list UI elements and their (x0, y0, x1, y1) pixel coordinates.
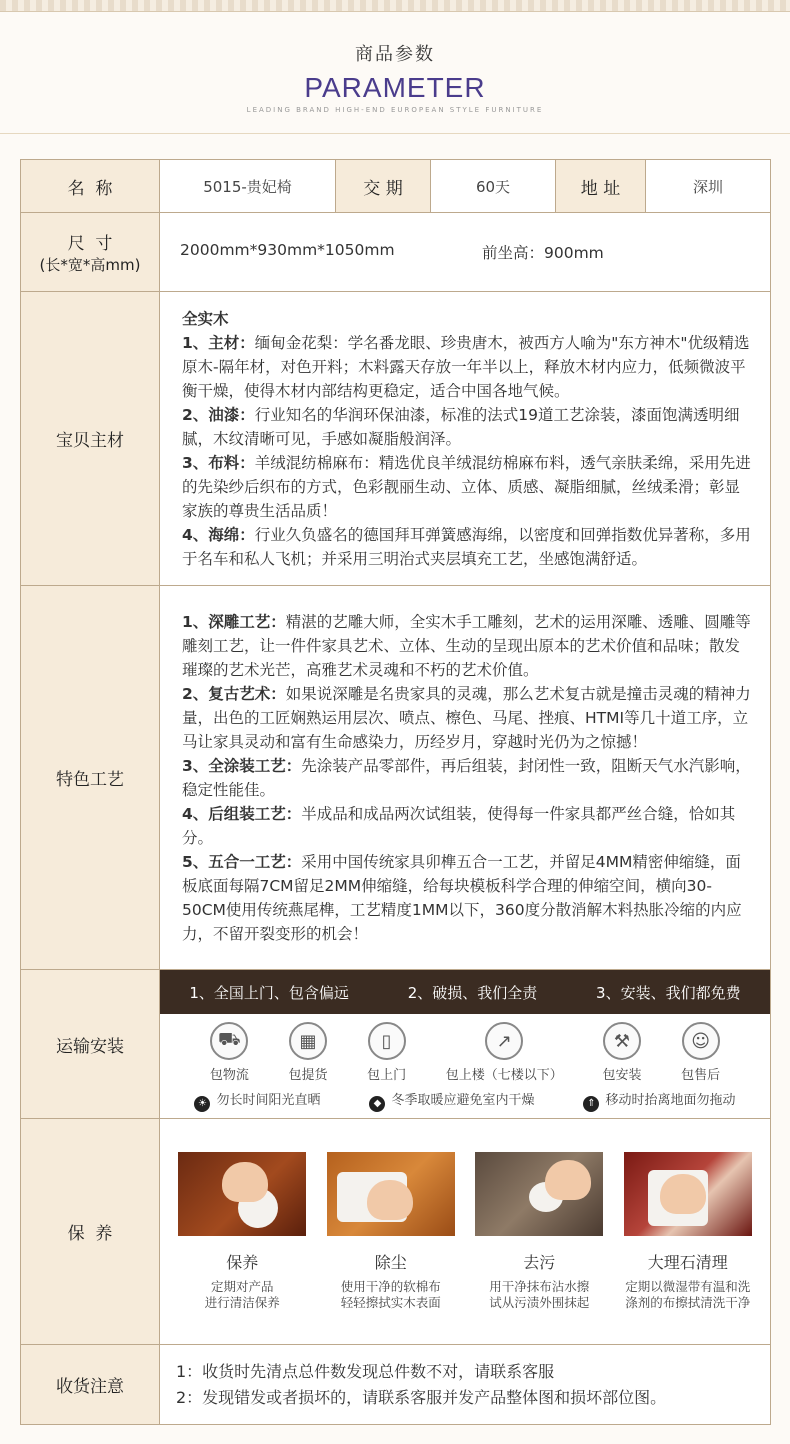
row-receipt (21, 1345, 771, 1425)
care-photo (178, 1152, 306, 1236)
note-heating: ◆ 冬季取暖应避免室内干燥 (369, 1089, 534, 1112)
materials-label: 宝贝主材 (21, 292, 160, 586)
lift-icon: ⇑ (583, 1096, 599, 1112)
drop-icon: ◆ (369, 1096, 385, 1112)
size-label (21, 213, 160, 292)
shipping-promise: 2、破损、我们全责 (407, 983, 538, 1002)
address-value: 深圳 (646, 160, 771, 213)
service-pickup: ▦ 包提货 (288, 1022, 327, 1083)
receipt-label: 收货注意 (21, 1345, 160, 1425)
sun-icon: ☀ (194, 1096, 210, 1112)
row-size (21, 213, 771, 292)
size-label-line1: 尺 寸 (67, 234, 113, 254)
craft-item: 3、全涂装工艺：先涂装产品零部件，再后组装，封闭性一致，阻断天气水汽影响，稳定性能佳。 (182, 756, 751, 799)
care-content (160, 1119, 771, 1345)
materials-item: 3、布料：羊绒混纺棉麻布：精选优良羊绒混纺棉麻布料，透气亲肤柔绵，采用先进的先染纱后织布的方式，色彩靓丽生动、立体、质感、凝脂细腻，丝绒柔滑；彰显家族的尊贵生活品质！ (182, 453, 751, 520)
truck-icon: ⛟ (210, 1022, 248, 1060)
note-moving: ⇑ 移动时抬离地面勿拖动 (583, 1089, 735, 1112)
receipt-content (160, 1345, 771, 1425)
shipping-promise: 3、安装、我们都免费 (596, 983, 741, 1002)
row-basic (21, 160, 771, 213)
header-title-en: PARAMETER (304, 72, 486, 103)
craft-item: 4、后组装工艺：半成品和成品两次试组装，使得每一件家具都严丝合缝，恰如其分。 (182, 804, 736, 847)
header-title-cn: 商品参数 (355, 44, 435, 65)
door-icon: ▯ (368, 1022, 406, 1060)
care-item: 大理石清理 定期以微湿带有温和洗 涤剂的布擦拭清洗干净 (623, 1152, 753, 1311)
shipping-content (160, 970, 771, 1119)
section-header (0, 40, 790, 114)
size-dimensions: 2000mm*930mm*1050mm (180, 241, 395, 259)
craft-item: 5、五合一工艺：采用中国传统家具卯榫五合一工艺，并留足4MM精密伸缩缝，面板底面每隔7CM留足2MM伸缩缝，给每块模板科学合理的伸缩空间，横向30-50CM使用传统燕尾榫，工艺精度1MM以下，360度分散消解木料热胀冷缩的内应力，不留开裂变形的机会！ (182, 852, 742, 943)
row-care (21, 1119, 771, 1345)
service-aftersale: ☺ 包售后 (681, 1022, 720, 1083)
parameter-table (20, 159, 771, 1425)
craft-content (160, 586, 771, 970)
top-decorative-border (0, 0, 790, 12)
service-logistics: ⛟ 包物流 (210, 1022, 249, 1083)
delivery-value: 60天 (431, 160, 556, 213)
craft-item: 1、深雕工艺：精湛的艺雕大师，全实木手工雕刻，艺术的运用深雕、透雕、圆雕等雕刻工艺，让一件件家具艺术、立体、生动的呈现出原本的艺术价值和品味；散发璀璨的艺术光芒，高雅艺术灵魂和不朽的艺术价值。 (182, 612, 751, 679)
care-item: 去污 用干净抹布沾水擦 试从污渍外围抹起 (474, 1152, 604, 1311)
materials-item: 2、油漆：行业知名的华润环保油漆，标准的法式19道工艺涂装，漆面饱满透明细腻，木纹清晰可见，手感如凝脂般润泽。 (182, 405, 740, 448)
shipping-label: 运输安装 (21, 970, 160, 1119)
craft-item: 2、复古艺术：如果说深雕是名贵家具的灵魂，那么艺术复古就是撞击灵魂的精神力量，出色的工匠娴熟运用层次、喷点、檫色、马尾、挫痕、HTMI等几十道工序，立马让家具灵动和富有生命感染力，历经岁月，穿越时光仍为之惊撼！ (182, 684, 751, 751)
materials-item: 1、主材：缅甸金花梨：学名番龙眼、珍贵唐木，被西方人喻为"东方神木"优级精选原木-隔年材，对色开料；木料露天存放一年半以上，释放木材内应力，低频微波平衡干燥，使得木材内部结构更稳定，适合中国各地气候。 (182, 333, 750, 400)
service-icon: ☺ (682, 1022, 720, 1060)
care-label: 保 养 (21, 1119, 160, 1345)
stairs-icon: ↗ (485, 1022, 523, 1060)
note-sun: ☀ 勿长时间阳光直晒 (194, 1089, 320, 1112)
size-seat-height: 前坐高：900mm (482, 244, 604, 262)
install-icon: ⚒ (603, 1022, 641, 1060)
address-label: 地 址 (556, 160, 646, 213)
care-photo (624, 1152, 752, 1236)
size-content (160, 213, 771, 292)
shipping-icons (160, 1014, 770, 1083)
name-label: 名 称 (21, 160, 160, 213)
row-materials (21, 292, 771, 586)
care-photo (327, 1152, 455, 1236)
materials-content (160, 292, 771, 586)
row-shipping (21, 970, 771, 1119)
size-label-line2: (长*宽*高mm) (39, 256, 141, 274)
shipping-promise-bar (160, 970, 770, 1014)
materials-item: 4、海绵：行业久负盛名的德国拜耳弹簧感海绵，以密度和回弹指数优异著称，多用于名车和私人飞机；并采用三明治式夹层填充工艺，坐感饱满舒适。 (182, 525, 751, 568)
name-value: 5015-贵妃椅 (160, 160, 336, 213)
delivery-label: 交 期 (336, 160, 431, 213)
header-subtitle: LEADING BRAND HIGH-END EUROPEAN STYLE FURNITURE (246, 106, 544, 114)
receipt-line: 1：收货时先清点总件数发现总件数不对，请联系客服 (176, 1361, 555, 1381)
care-item: 保养 定期对产品 进行清洁保养 (177, 1152, 307, 1311)
craft-label: 特色工艺 (21, 586, 160, 970)
care-item: 除尘 使用干净的软棉布 轻轻擦拭实木表面 (326, 1152, 456, 1311)
row-craft (21, 586, 771, 970)
shipping-notes (160, 1083, 770, 1118)
warehouse-icon: ▦ (289, 1022, 327, 1060)
shipping-promise: 1、全国上门、包含偏远 (189, 983, 349, 1002)
care-photo (475, 1152, 603, 1236)
service-install: ⚒ 包安装 (602, 1022, 641, 1083)
header-divider (0, 133, 790, 134)
service-door: ▯ 包上门 (367, 1022, 406, 1083)
receipt-line: 2：发现错发或者损坏的，请联系客服并发产品整体图和损坏部位图。 (176, 1387, 667, 1407)
service-stairs: ↗ 包上楼（七楼以下） (446, 1022, 563, 1083)
materials-heading: 全实木 (182, 309, 229, 328)
